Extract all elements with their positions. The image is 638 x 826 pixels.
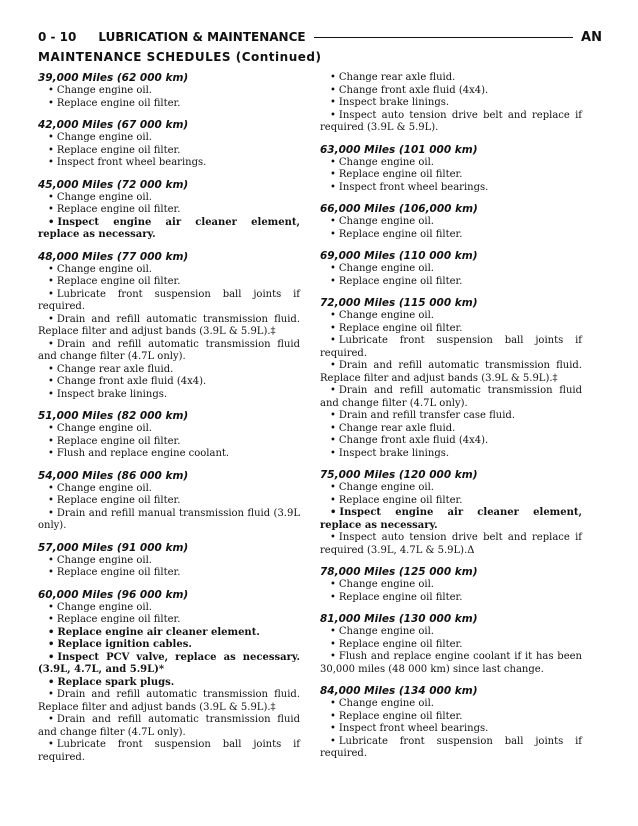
bullet-icon: • [330, 228, 336, 240]
maintenance-item [38, 339, 300, 364]
item-text: Replace spark plugs. [57, 676, 175, 688]
interval-heading: 48,000 Miles (77 000 km) [38, 250, 189, 263]
interval-heading: 39,000 Miles (62 000 km) [38, 72, 189, 84]
bullet-icon: • [48, 276, 54, 287]
item-text: Flush and replace engine coolant if it has been 30,000 miles (48 000 km) since last change. [320, 651, 582, 675]
maintenance-item [320, 72, 582, 85]
bullet-icon: • [330, 275, 336, 287]
maintenance-item [320, 723, 582, 736]
bullet-icon: • [330, 263, 336, 274]
chapter-title: LUBRICATION & MAINTENANCE [98, 30, 306, 44]
maintenance-item [320, 482, 582, 495]
maintenance-item [320, 423, 582, 436]
bullet-icon: • [48, 614, 54, 625]
item-text: Change engine oil. [56, 263, 152, 275]
maintenance-item [320, 360, 582, 385]
bullet-icon: • [330, 410, 336, 421]
bullet-icon: • [330, 626, 336, 637]
bullet-icon: • [330, 169, 336, 180]
item-text: Replace engine air cleaner element. [57, 626, 260, 638]
item-text: Replace engine oil filter. [338, 710, 463, 722]
bullet-icon: • [48, 651, 55, 663]
maintenance-item [320, 276, 582, 289]
maintenance-item [38, 436, 300, 449]
item-text: Drain and refill automatic transmission fluid. Replace filter and adjust bands (3.9L & 5.9L).‡ [38, 313, 300, 337]
bullet-icon: • [48, 376, 54, 387]
bullet-icon: • [48, 363, 54, 375]
item-text: Change rear axle fluid. [56, 363, 174, 375]
bullet-icon: • [48, 423, 54, 434]
maintenance-item [38, 364, 300, 377]
schedule-interval [320, 613, 582, 676]
schedule-interval [38, 72, 300, 110]
maintenance-item [320, 736, 582, 761]
interval-heading: 60,000 Miles (96 000 km) [38, 588, 189, 601]
schedule-interval [38, 119, 300, 170]
item-text: Inspect auto tension drive belt and replace if required (3.9L, 4.7L & 5.9L).Δ [320, 532, 582, 556]
maintenance-item [320, 97, 582, 110]
maintenance-item [320, 579, 582, 592]
schedule-interval [38, 251, 300, 402]
maintenance-item [38, 204, 300, 217]
maintenance-item [38, 448, 300, 461]
maintenance-item [38, 508, 300, 533]
bullet-icon: • [330, 579, 336, 590]
item-text: Change engine oil. [56, 601, 152, 613]
interval-heading: 81,000 Miles (130 000 km) [320, 613, 478, 625]
maintenance-item [320, 711, 582, 724]
interval-heading: 66,000 Miles (106,000 km) [320, 203, 478, 215]
maintenance-item [320, 85, 582, 98]
item-text: Replace engine oil filter. [56, 614, 181, 625]
item-text: Change front axle fluid (4x4). [338, 435, 489, 446]
section-title: MAINTENANCE SCHEDULES (Continued) [38, 50, 322, 64]
item-text: Replace engine oil filter. [338, 638, 463, 650]
item-text: Change rear axle fluid. [338, 422, 456, 434]
maintenance-item [38, 217, 300, 242]
item-text: Change engine oil. [56, 132, 152, 143]
schedule-interval [320, 250, 582, 288]
bullet-icon: • [48, 567, 54, 578]
item-text: Drain and refill automatic transmission fluid. Replace filter and adjust bands (3.9L & 5.9L).‡ [320, 360, 582, 384]
bullet-icon: • [48, 191, 54, 203]
item-text: Change engine oil. [338, 579, 434, 590]
item-text: Replace ignition cables. [57, 639, 192, 650]
item-text: Replace engine oil filter. [56, 276, 181, 287]
item-text: Replace engine oil filter. [56, 144, 181, 156]
item-text: Change engine oil. [56, 554, 152, 566]
maintenance-item [320, 335, 582, 360]
maintenance-item [320, 495, 582, 508]
item-text: Change engine oil. [338, 263, 434, 274]
maintenance-item [38, 145, 300, 158]
maintenance-item [320, 435, 582, 448]
schedule-interval [320, 566, 582, 604]
maintenance-item [320, 592, 582, 605]
maintenance-item [38, 555, 300, 568]
bullet-icon: • [330, 156, 336, 168]
item-text: Drain and refill automatic transmission fluid and change filter (4.7L only). [38, 714, 300, 738]
right-column [320, 72, 582, 770]
bullet-icon: • [48, 448, 54, 459]
bullet-icon: • [330, 494, 336, 506]
interval-heading: 63,000 Miles (101 000 km) [320, 143, 478, 156]
item-text: Drain and refill transfer case fluid. [338, 410, 515, 421]
interval-heading: 51,000 Miles (82 000 km) [38, 410, 189, 422]
schedule-interval [320, 297, 582, 460]
item-text: Inspect front wheel bearings. [56, 157, 207, 168]
bullet-icon: • [48, 313, 54, 325]
bullet-icon: • [330, 638, 336, 650]
schedule-interval [320, 203, 582, 241]
maintenance-item [38, 276, 300, 289]
item-text: Lubricate front suspension ball joints if required. [38, 739, 300, 763]
maintenance-item [320, 639, 582, 652]
maintenance-item [38, 627, 300, 640]
maintenance-item [38, 714, 300, 739]
bullet-icon: • [330, 310, 336, 321]
item-text: Inspect front wheel bearings. [338, 181, 489, 193]
model-code: AN [581, 29, 602, 45]
bullet-icon: • [48, 388, 54, 400]
bullet-icon: • [330, 181, 336, 193]
item-text: Inspect auto tension drive belt and replace if required (3.9L & 5.9L). [320, 109, 582, 133]
schedule-interval [320, 685, 582, 761]
bullet-icon: • [48, 601, 54, 613]
bullet-icon: • [330, 322, 336, 334]
item-text: Replace engine oil filter. [338, 228, 463, 240]
interval-heading: 54,000 Miles (86 000 km) [38, 469, 189, 482]
item-text: Change engine oil. [56, 191, 152, 203]
item-text: Inspect brake linings. [338, 97, 450, 108]
maintenance-item [38, 85, 300, 98]
maintenance-item [38, 567, 300, 580]
bullet-icon: • [330, 532, 336, 543]
item-text: Replace engine oil filter. [338, 494, 463, 506]
maintenance-item [38, 602, 300, 615]
item-text: Inspect engine air cleaner element, replace as necessary. [320, 507, 582, 531]
bullet-icon: • [330, 109, 336, 121]
bullet-icon: • [48, 482, 54, 494]
item-text: Change engine oil. [338, 626, 434, 637]
interval-heading: 72,000 Miles (115 000 km) [320, 297, 478, 309]
bullet-icon: • [330, 710, 336, 722]
schedule-interval [38, 542, 300, 580]
bullet-icon: • [330, 651, 336, 662]
bullet-icon: • [48, 639, 55, 650]
interval-heading: 84,000 Miles (134 000 km) [320, 685, 478, 697]
bullet-icon: • [330, 385, 336, 396]
maintenance-item [320, 385, 582, 410]
bullet-icon: • [330, 591, 336, 603]
schedule-interval [38, 589, 300, 765]
item-text: Drain and refill automatic transmission fluid. Replace filter and adjust bands (3.9L & 5.9L).‡ [38, 689, 300, 713]
bullet-icon: • [330, 72, 336, 83]
bullet-icon: • [48, 739, 54, 750]
item-text: Inspect engine air cleaner element, replace as necessary. [38, 216, 300, 240]
bullet-icon: • [48, 263, 54, 275]
bullet-icon: • [48, 144, 54, 156]
item-text: Lubricate front suspension ball joints if required. [38, 288, 300, 312]
bullet-icon: • [330, 447, 336, 459]
bullet-icon: • [330, 422, 336, 434]
bullet-icon: • [330, 335, 336, 346]
schedule-interval [320, 469, 582, 557]
bullet-icon: • [48, 626, 55, 638]
item-text: Change engine oil. [338, 156, 434, 168]
maintenance-item [38, 423, 300, 436]
bullet-icon: • [48, 157, 54, 168]
bullet-icon: • [330, 97, 336, 108]
bullet-icon: • [48, 132, 54, 143]
item-text: Change front axle fluid (4x4). [56, 376, 207, 387]
interval-heading: 69,000 Miles (110 000 km) [320, 250, 478, 262]
item-text: Inspect brake linings. [338, 447, 450, 459]
maintenance-item [38, 739, 300, 764]
maintenance-item [320, 182, 582, 195]
bullet-icon: • [48, 495, 54, 506]
maintenance-item [320, 698, 582, 711]
maintenance-item [320, 507, 582, 532]
item-text: Change engine oil. [338, 216, 434, 227]
maintenance-item [38, 389, 300, 402]
bullet-icon: • [48, 507, 54, 519]
maintenance-item [38, 314, 300, 339]
item-text: Change engine oil. [56, 482, 152, 494]
header-rule [314, 37, 573, 38]
item-text: Drain and refill automatic transmission fluid and change filter (4.7L only). [320, 385, 582, 409]
maintenance-item [38, 289, 300, 314]
maintenance-item [320, 263, 582, 276]
maintenance-item [38, 264, 300, 277]
bullet-icon: • [330, 698, 336, 709]
bullet-icon: • [330, 84, 336, 96]
bullet-icon: • [48, 216, 55, 228]
schedule-interval [38, 179, 300, 242]
bullet-icon: • [330, 723, 336, 734]
item-text: Change engine oil. [338, 310, 434, 321]
item-text: Lubricate front suspension ball joints if required. [320, 335, 582, 359]
maintenance-item [320, 110, 582, 135]
schedule-interval [320, 72, 582, 135]
maintenance-item [38, 483, 300, 496]
bullet-icon: • [48, 676, 55, 688]
bullet-icon: • [48, 97, 54, 109]
item-text: Change rear axle fluid. [338, 72, 456, 83]
maintenance-item [320, 169, 582, 182]
maintenance-item [38, 192, 300, 205]
item-text: Replace engine oil filter. [338, 591, 463, 603]
item-text: Replace engine oil filter. [56, 567, 181, 578]
item-text: Change engine oil. [56, 423, 152, 434]
maintenance-item [320, 532, 582, 557]
maintenance-item [38, 376, 300, 389]
item-text: Lubricate front suspension ball joints if required. [320, 735, 582, 759]
item-text: Inspect front wheel bearings. [338, 723, 489, 734]
page-header [38, 29, 602, 45]
item-text: Inspect brake linings. [56, 388, 168, 400]
maintenance-item [320, 157, 582, 170]
schedule-interval [38, 470, 300, 533]
bullet-icon: • [48, 85, 54, 96]
maintenance-item [38, 495, 300, 508]
maintenance-item [320, 448, 582, 461]
item-text: Change front axle fluid (4x4). [338, 84, 489, 96]
item-text: Change engine oil. [338, 482, 434, 493]
item-text: Drain and refill manual transmission fluid (3.9L only). [38, 507, 300, 531]
item-text: Replace engine oil filter. [56, 204, 181, 215]
page-number: 0 - 10 [38, 30, 77, 44]
bullet-icon: • [330, 360, 336, 371]
interval-heading: 78,000 Miles (125 000 km) [320, 566, 478, 578]
maintenance-item [320, 651, 582, 676]
item-text: Replace engine oil filter. [56, 97, 181, 109]
bullet-icon: • [48, 714, 54, 725]
item-text: Change engine oil. [56, 85, 152, 96]
interval-heading: 57,000 Miles (91 000 km) [38, 541, 189, 554]
schedule-interval [38, 410, 300, 461]
maintenance-item [38, 652, 300, 677]
bullet-icon: • [330, 482, 336, 493]
bullet-icon: • [330, 507, 337, 518]
bullet-icon: • [330, 216, 336, 227]
maintenance-item [38, 639, 300, 652]
maintenance-item [38, 614, 300, 627]
maintenance-item [320, 310, 582, 323]
interval-heading: 45,000 Miles (72 000 km) [38, 178, 189, 191]
schedule-interval [320, 144, 582, 195]
maintenance-item [38, 157, 300, 170]
item-text: Change engine oil. [338, 698, 434, 709]
item-text: Replace engine oil filter. [338, 275, 463, 287]
item-text: Replace engine oil filter. [338, 169, 463, 180]
maintenance-item [320, 626, 582, 639]
maintenance-item [38, 98, 300, 111]
maintenance-item [320, 216, 582, 229]
bullet-icon: • [48, 204, 54, 215]
maintenance-item [320, 229, 582, 242]
bullet-icon: • [48, 554, 54, 566]
item-text: Inspect PCV valve, replace as necessary. (3.9L, 4.7L, and 5.9L)* [38, 651, 300, 675]
bullet-icon: • [330, 735, 336, 747]
interval-heading: 42,000 Miles (67 000 km) [38, 119, 189, 131]
item-text: Replace engine oil filter. [338, 322, 463, 334]
maintenance-item [320, 410, 582, 423]
interval-heading: 75,000 Miles (120 000 km) [320, 469, 478, 481]
maintenance-item [38, 689, 300, 714]
bullet-icon: • [48, 435, 54, 447]
maintenance-item [38, 677, 300, 690]
bullet-icon: • [48, 338, 54, 350]
item-text: Drain and refill automatic transmission fluid and change filter (4.7L only). [38, 338, 300, 362]
maintenance-item [320, 323, 582, 336]
bullet-icon: • [48, 689, 54, 700]
maintenance-item [38, 132, 300, 145]
item-text: Flush and replace engine coolant. [56, 448, 230, 459]
bullet-icon: • [330, 435, 336, 446]
item-text: Replace engine oil filter. [56, 495, 181, 506]
item-text: Replace engine oil filter. [56, 435, 181, 447]
left-column [38, 72, 300, 773]
bullet-icon: • [48, 288, 54, 300]
